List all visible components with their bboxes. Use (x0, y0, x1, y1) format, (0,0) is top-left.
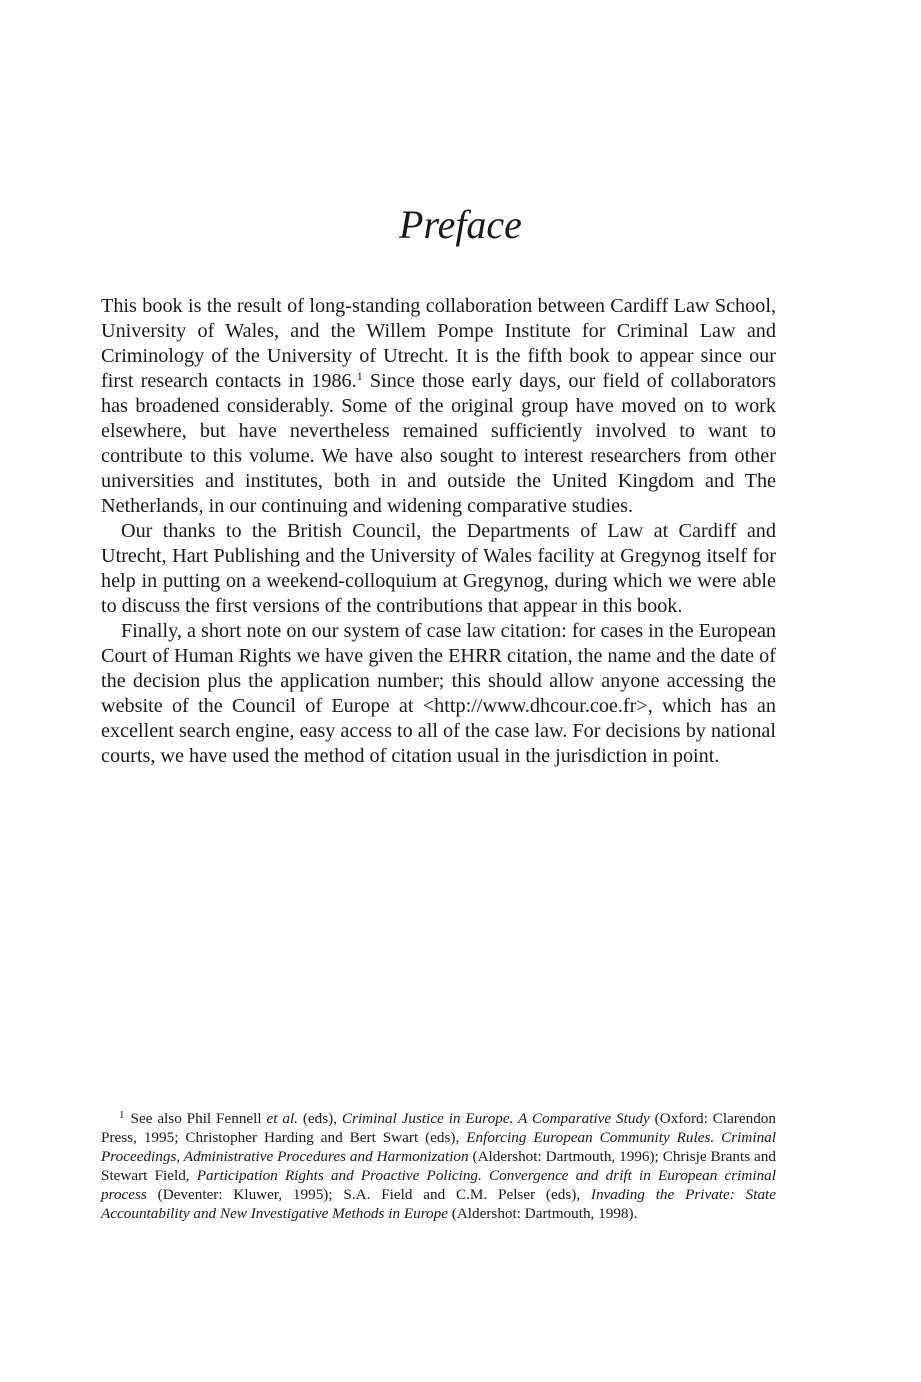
paragraph-2: Our thanks to the British Council, the Departments of Law at Cardiff and Utrecht, Hart Publishing and the University of Wales facility at Gregynog itself for help in putting on a weekend-colloquium at Gregynog, during which we were able to discuss the first versions of the contributions that appear in this book. (101, 520, 776, 617)
footnote-book-title: Invading the Private: State Accountability and New Investigative Methods in Europe (101, 1186, 776, 1222)
footnote-marker: 1 (119, 1109, 125, 1121)
footnote (101, 1109, 776, 1223)
footnote-text: (Oxford: Clarendon Press, 1995; Christopher Harding and Bert Swart (eds), (101, 1110, 776, 1146)
footnote-book-title: Participation Rights and Proactive Policing. Convergence and drift in European criminal process (101, 1167, 776, 1203)
footnote-text: (Aldershot: Dartmouth, 1998). (447, 1205, 638, 1222)
footnote-book-title: Enforcing European Community Rules. Criminal Proceedings, Administrative Procedures and Harmonization (101, 1129, 776, 1165)
body-text (101, 294, 776, 769)
paragraph-1 (101, 294, 776, 519)
footnote-text: (eds), (297, 1110, 342, 1127)
page-title: Preface (399, 202, 522, 247)
footnote-book-title: Criminal Justice in Europe. A Comparative Study (341, 1110, 650, 1127)
footnote-reference[interactable]: 1 (356, 369, 363, 383)
footnote-text: (Aldershot: Dartmouth, 1996); Chrisje Brants and Stewart Field, (101, 1148, 776, 1184)
footnote-text: See also Phil Fennell (130, 1110, 267, 1127)
paragraph-1-text-b: Since those early days, our field of collaborators has broadened considerably. Some of the original group have moved on to work elsewhere, but have nevertheless remained sufficiently involved to want to contribute to this volume. We have also sought to interest researchers from other universities and institutes, both in and outside the United Kingdom and The Netherlands, in our continuing and widening comparative studies. (101, 370, 776, 517)
footnote-text: (Deventer: Kluwer, 1995); S.A. Field and C.M. Pelser (eds), (146, 1186, 591, 1203)
footnote-italic: et al. (266, 1110, 298, 1127)
paragraph-3: Finally, a short note on our system of case law citation: for cases in the European Court of Human Rights we have given the EHRR citation, the name and the date of the decision plus the application number; this should allow anyone accessing the website of the Council of Europe at <http://www.dhcour.​coe.fr>, which has an excellent search engine, easy access to all of the case law. For decisions by national courts, we have used the method of citation usual in the jurisdiction in point. (101, 620, 776, 767)
paragraph-1-text-a: This book is the result of long-standing collaboration between Cardiff Law School, University of Wales, and the Willem Pompe Institute for Criminal Law and Criminology of the University of Utrecht. It is the fifth book to appear since our first research contacts in 1986. (101, 295, 776, 392)
